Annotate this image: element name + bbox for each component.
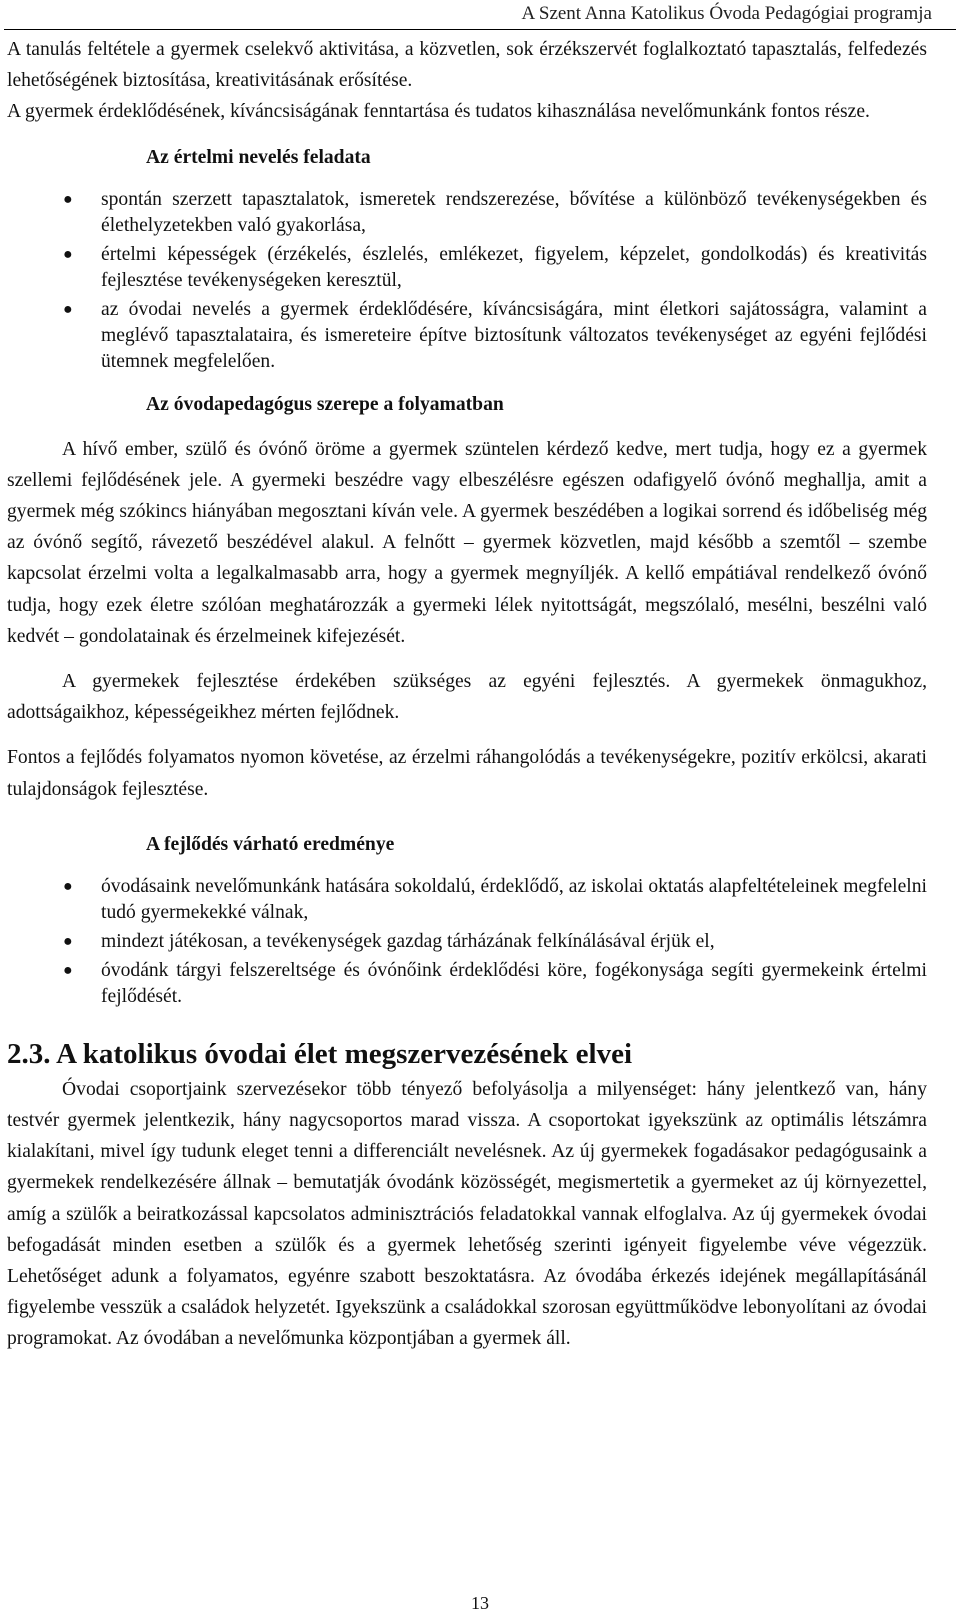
bullet-icon: ● — [63, 190, 73, 208]
monitoring-paragraph: Fontos a fejlődés folyamatos nyomon követése, az érzelmi ráhangolódás a tevékenységekre, pozitív erkölcsi, akarati tulajdonságok fejlesztése. — [7, 747, 927, 800]
list-item: ● mindezt játékosan, a tevékenységek gazdag tárházának felkínálásával érjük el, — [7, 929, 927, 955]
bullet-icon: ● — [63, 961, 73, 979]
teacher-role-paragraph: A hívő ember, szülő és óvónő öröme a gyermek szüntelen kérdező kedve, mert tudja, hogy ez a gyermek szellemi fejlődésének jele. A gyermeki beszédre vagy elbeszélésre egészen odafigyelő óvónő meghallja, amit a gyermek még szókincs hiányában megosztani kíván vele. A gyermek beszédében a logikai sorrend és időbeliség még az óvónő segítő, rávezető beszédével alakul. A felnőtt – gyermek közvetlen, majd később a szemtől – szembe kapcsolat érzelmi volta a legalkalmasabb arra, hogy a gyermek megnyíljék. A kellő empátiával rendelkező óvónő tudja, hogy ezek életre szólóan meghatározzák a gyermeki lélek nyitottságát, megszólaló, mesélni, beszélni való kedvét – gondolatainak és érzelmeinek kifejezését. — [7, 438, 927, 647]
results-list — [7, 874, 927, 1010]
page-header: A Szent Anna Katolikus Óvoda Pedagógiai programja — [521, 3, 932, 24]
chapter-heading: 2.3. A katolikus óvodai élet megszervezésének elvei — [7, 1037, 633, 1070]
task-list — [7, 187, 927, 375]
list-item: ● óvodásaink nevelőmunkánk hatására sokoldalú, érdeklődő, az iskolai oktatás alapfeltételeinek megfelelni tudó gyermekekké válnak, — [63, 875, 927, 923]
bullet-icon: ● — [63, 245, 73, 263]
section-heading-expected-results: A fejlődés várható eredménye — [146, 833, 395, 855]
bullet-icon: ● — [63, 877, 73, 895]
intro-paragraph-1: A tanulás feltétele a gyermek cselekvő aktivitása, a közvetlen, sok érzékszervét foglalkoztató tapasztalás, felfedezés lehetőségének biztosítása, kreativitásának erősítése. — [7, 39, 927, 92]
page-content — [7, 34, 927, 1355]
page-number: 13 — [471, 1593, 489, 1613]
list-item: ● az óvodai nevelés a gyermek érdeklődésére, kíváncsiságára, mint életkori sajátosságra, valamint a meglévő tapasztalataira, és ismereteire építve biztosítunk változatos tevékenységet az egyéni fejlődési ütemnek megfelelően. — [63, 298, 927, 372]
intro-paragraph-2: A gyermek érdeklődésének, kíváncsiságának fenntartása és tudatos kihasználása nevelőmunkánk fontos része. — [7, 101, 870, 123]
list-item: ● értelmi képességek (érzékelés, észlelés, emlékezet, figyelem, képzelet, gondolkodás) és kreativitás fejlesztése tevékenységeken keresztül, — [63, 243, 927, 291]
chapter-paragraph: Óvodai csoportjaink szervezésekor több tényező befolyásolja a milyenséget: hány jelentkező van, hány testvér gyermek jelentkezik, hány nagycsoportos marad vissza. A csoportokat igyekszünk az optimális létszámra kialakítani, mivel így tudunk eleget tenni a differenciált nevelésnek. Az új gyermekek fogadásakor pedagógusaink a gyermekek rendelkezésére állnak – bemutatják óvodánk közösségét, megismertetik a gyermeket az új környezettel, amíg a szülők a beiratkozással kapcsolatos adminisztrációs feladatokkal vannak elfoglalva. Az új gyermekek óvodai befogadását minden esetben a szülők és a gyermek lehetőség szerinti igényeit figyelembe véve végezzük. Lehetőséget adunk a folyamatos, egyénre szabott beszoktatásra. Az óvodába érkezés idejének megállapításánál figyelembe vesszük a családok helyzetét. Igyekszünk a családokkal szorosan együttműködve lebonyolítani az óvodai programokat. Az óvodában a nevelőmunka központjában a gyermek áll. — [7, 1078, 927, 1350]
section-heading-teacher-role: Az óvodapedagógus szerepe a folyamatban — [146, 393, 504, 415]
list-item: ● óvodánk tárgyi felszereltsége és óvónőink érdeklődési köre, fogékonysága segíti gyermekeink értelmi fejlődését. — [63, 959, 927, 1007]
bullet-icon: ● — [63, 300, 73, 318]
header-rule — [4, 29, 956, 30]
list-item: ● spontán szerzett tapasztalatok, ismeretek rendszerezése, bővítése a különböző tevékenységekben és élethelyzetekben való gyakorlása, — [63, 188, 927, 236]
individual-development-paragraph: A gyermekek fejlesztése érdekében szükséges az egyéni fejlesztés. A gyermekek önmagukhoz, adottságaikhoz, képességeikhez mérten fejlődnek. — [7, 671, 927, 724]
section-heading-intellectual-education: Az értelmi nevelés feladata — [146, 146, 371, 168]
bullet-icon: ● — [63, 932, 73, 950]
